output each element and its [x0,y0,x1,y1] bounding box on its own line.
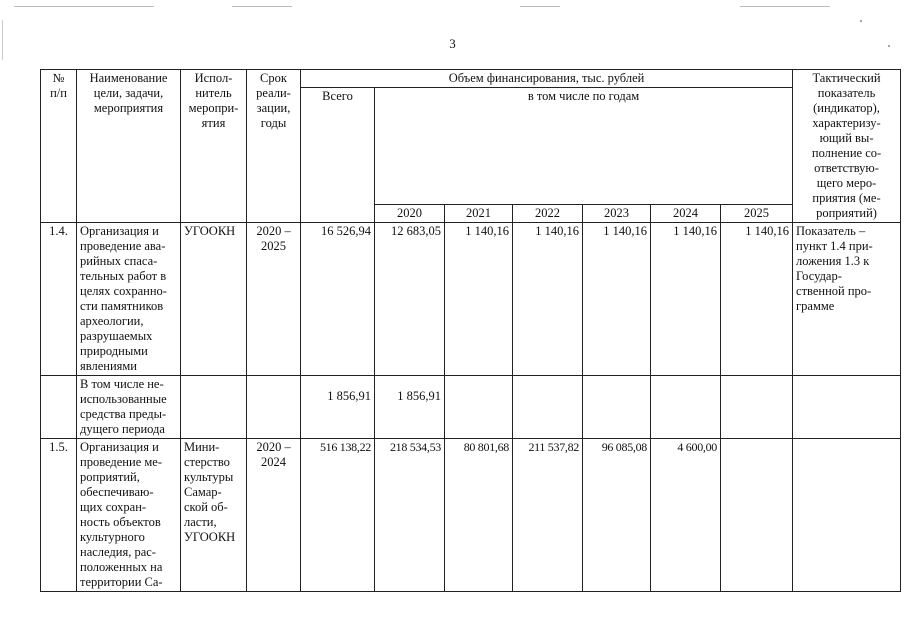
header-year: 2020 [375,205,445,223]
header-num: № п/п [41,70,77,223]
header-total: Всего [301,88,375,223]
row-year-value: 80 801,68 [445,439,513,592]
page-number: 3 [449,36,456,51]
row-indicator [793,376,901,439]
table-row [41,223,901,376]
row-year-value [513,376,583,439]
header-year: 2024 [651,205,721,223]
row-num: 1.4. [41,223,77,376]
scan-edge-line [14,6,154,7]
row-term: 2020 – 2024 [247,439,301,592]
row-term: 2020 – 2025 [247,223,301,376]
row-num [41,376,77,439]
row-year-value: 4 600,00 [651,439,721,592]
row-num: 1.5. [41,439,77,592]
table-row [41,439,901,592]
row-year-value: 1 856,91 [375,376,445,439]
row-year-value: 1 140,16 [513,223,583,376]
row-year-value: 218 534,53 [375,439,445,592]
scan-speck [860,20,862,22]
row-total: 16 526,94 [301,223,375,376]
scan-edge-line [740,6,830,7]
row-year-value: 1 140,16 [651,223,721,376]
row-year-value [721,376,793,439]
row-indicator: Показатель – пункт 1.4 при- ложения 1.3 к Государ- ственной про- грамме [793,223,901,376]
header-year: 2025 [721,205,793,223]
row-executor [181,376,247,439]
row-executor: Мини- стерство культуры Самар- ской об- ласти, УГООКН [181,439,247,592]
row-term [247,376,301,439]
scan-edge-line [520,6,560,7]
row-total: 516 138,22 [301,439,375,592]
row-year-value [651,376,721,439]
row-year-value: 1 140,16 [445,223,513,376]
scan-edge-line [232,6,292,7]
header-indicator: Тактический показатель (индикатор), характеризу- ющий вы- полнение со- ответствую- щего меро- приятия (ме- роприятий) [793,70,901,223]
row-indicator [793,439,901,592]
row-name: Организация и проведение ава- рийных спаса- тельных работ в целях сохранно- сти памятников археологии, разрушаемых природными явлениями [77,223,181,376]
header-financing: Объем финансирования, тыс. рублей [301,70,793,88]
row-year-value [445,376,513,439]
row-name: В том числе не- использованные средства преды- дущего периода [77,376,181,439]
financing-table [40,69,901,592]
header-year: 2021 [445,205,513,223]
row-year-value [721,439,793,592]
row-year-value: 12 683,05 [375,223,445,376]
header-executor: Испол- нитель меропри- ятия [181,70,247,223]
row-name: Организация и проведение ме- роприятий, обеспечиваю- щих сохран- ность объектов культурного наследия, рас- положенных на территории Са- [77,439,181,592]
header-by-years: в том числе по годам [375,88,793,205]
table-row [41,376,901,439]
row-year-value: 96 085,08 [583,439,651,592]
row-year-value: 1 140,16 [583,223,651,376]
row-year-value: 1 140,16 [721,223,793,376]
header-year: 2023 [583,205,651,223]
row-year-value: 211 537,82 [513,439,583,592]
header-name: Наименование цели, задачи, мероприятия [77,70,181,223]
header-year: 2022 [513,205,583,223]
row-year-value [583,376,651,439]
row-executor: УГООКН [181,223,247,376]
header-term: Срок реали- зации, годы [247,70,301,223]
row-total: 1 856,91 [301,376,375,439]
